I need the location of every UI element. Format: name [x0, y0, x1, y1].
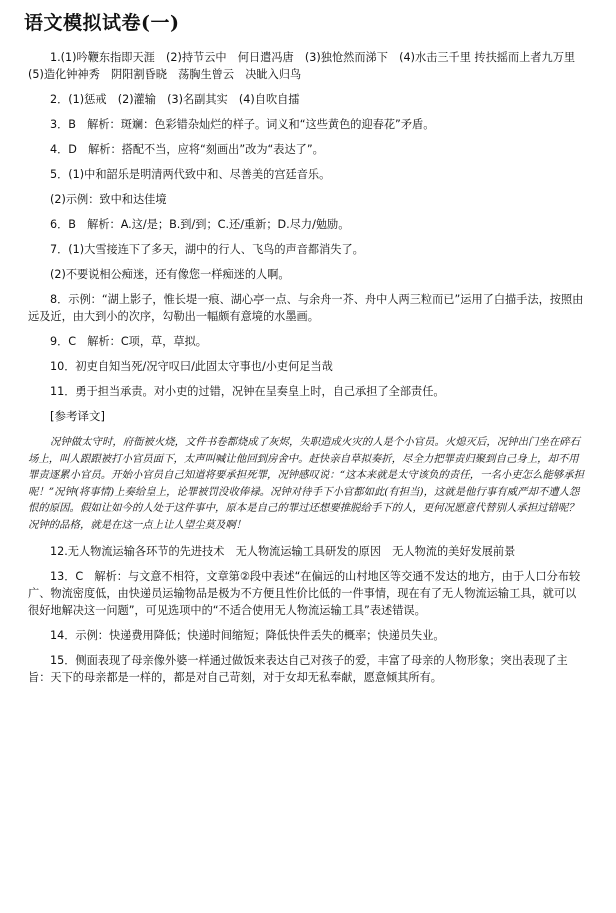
answer-13: 13．C 解析：与文意不相符，文章第②段中表述“在偏远的山村地区等交通不发达的地方，由于人口分布较广、物流密度低，由快递员运输物品是极为不方便且性价比低的一件事情，现在有了无人物流运输工具，就可以很好地解决这一问题”，可见选项中的“不适合使用无人物流运输工具”表述错误。 [28, 570, 581, 617]
answer-5-1: 5．(1)中和韶乐是明清两代致中和、尽善美的宫廷音乐。 [50, 168, 331, 181]
reference-translation-text: 况钟做太守时，府衙被火烧，文件书卷都烧成了灰烬，失职造成火灾的人是个小官员。火熄灭后，况钟出门坐在碎石场上，叫人跟跟被打小官员面下，太声叫喊让他回到房舍中。赶快亲自草拟奏折，尽全力把罪责归聚到自己身上，却不用罪责逐累小官员。开始小官员自己知道将要承担死罪，况钟感叹说：“这本来就是太守该负的责任，一名小吏怎么能够承担呢！”况钟(将事情)上奏给皇上，论罪被罚没收俸禄。况钟对待手下小官都如此(有担当)，这就是他行事有威严却不遭人怨恨的原因。假如让如今的人处于这件事中，原本是自己的罪过还想要推脱给手下的人，更何况愿意代替别人承担过错呢？况钟的品格，就是在这一点上让人望尘莫及啊！ [28, 436, 585, 531]
answer-7-1: 7．(1)大雪接连下了多天，湖中的行人、飞鸟的声音都消失了。 [50, 243, 364, 256]
answer-11: 11．勇于担当承责。对小吏的过错，况钟在呈奏皇上时，自己承担了全部责任。 [50, 385, 445, 398]
answer-2: 2．(1)惩戒 (2)灌输 (3)名副其实 (4)自吹自擂 [50, 93, 300, 106]
answer-10: 10．初吏自知当死/况守叹曰/此固太守事也/小吏何足当哉 [50, 360, 333, 373]
answer-8: 8．示例：“湖上影子，惟长堤一痕、湖心亭一点、与余舟一芥、舟中人两三粒而已”运用了白描手法，按照由远及近，由大到小的次序，勾勒出一幅颇有意境的水墨画。 [28, 293, 584, 323]
answer-5-2: (2)示例：致中和达佳境 [50, 193, 167, 206]
reference-translation-heading: [参考译文] [50, 409, 105, 423]
answer-15: 15．侧面表现了母亲像外婆一样通过做饭来表达自己对孩子的爱，丰富了母亲的人物形象；突出表现了主旨：天下的母亲都是一样的，都是对自己苛刻，对于女却无私奉献，愿意倾其所有。 [28, 654, 568, 684]
answer-4: 4．D 解析：搭配不当，应将“刻画出”改为“表达了”。 [50, 143, 324, 156]
answer-1: 1.(1)吟鞭东指即天涯 (2)持节云中 何日遣冯唐 (3)独怆然而涕下 (4)水击三千里 抟扶摇而上者九万里 (5)造化钟神秀 阴阳割昏晓 荡胸生曾云 决眦入归鸟 [28, 51, 587, 81]
answer-14: 14．示例：快递费用降低；快递时间缩短；降低快件丢失的概率；快递员失业。 [50, 629, 445, 642]
answer-7-2: (2)不要说相公痴迷，还有像您一样痴迷的人啊。 [50, 268, 290, 281]
answer-12: 12.无人物流运输各环节的先进技术 无人物流运输工具研发的原因 无人物流的美好发展前景 [50, 545, 516, 558]
answer-9: 9．C 解析：C项，草，草拟。 [50, 335, 207, 348]
answer-6: 6．B 解析：A.这/是；B.到/到；C.还/重新；D.尽力/勉励。 [50, 218, 350, 231]
page-title: 语文模拟试卷(一) [24, 12, 180, 34]
answer-3: 3．B 解析：斑斓：色彩错杂灿烂的样子。词义和“这些黄色的迎春花”矛盾。 [50, 118, 435, 131]
